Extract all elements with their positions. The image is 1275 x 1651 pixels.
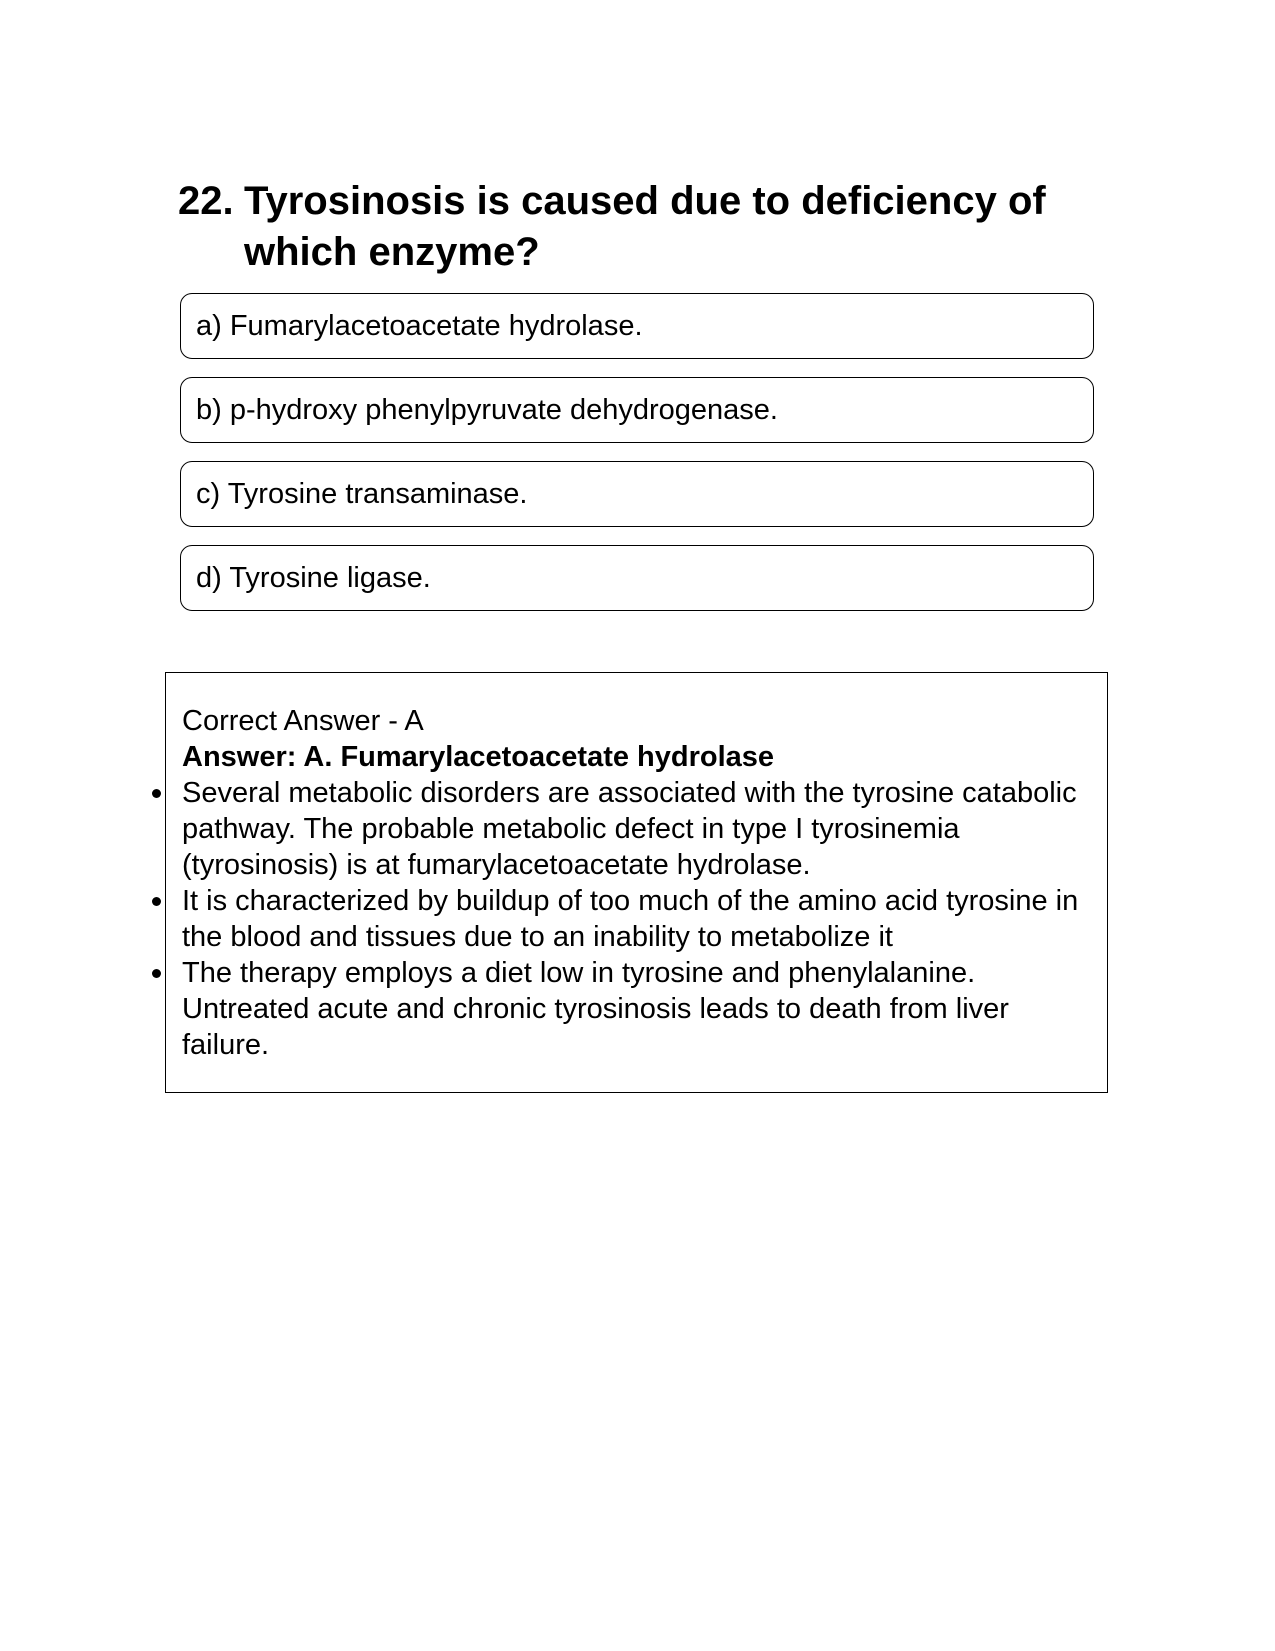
question-text: Tyrosinosis is caused due to deficiency of which enzyme?	[244, 179, 1046, 274]
bullet-icon	[152, 789, 161, 798]
explanation-text: It is characterized by buildup of too much of the amino acid tyrosine in the blood and tissues due to an inability to metabolize it	[182, 885, 1079, 953]
explanation-text: The therapy employs a diet low in tyrosine and phenylalanine. Untreated acute and chronic tyrosinosis leads to death from liver failure.	[182, 957, 1009, 1061]
correct-answer-line: Correct Answer - A	[182, 705, 424, 737]
bullet-icon	[152, 897, 161, 906]
explanation-item	[182, 955, 1087, 1063]
answer-heading: Answer: A. Fumarylacetoacetate hydrolase	[182, 741, 775, 773]
explanation-item	[182, 883, 1087, 955]
option-a[interactable]: a) Fumarylacetoacetate hydrolase.	[180, 293, 1094, 359]
explanation-item	[182, 775, 1087, 883]
bullet-icon	[152, 969, 161, 978]
option-d[interactable]: d) Tyrosine ligase.	[180, 545, 1094, 611]
answer-explanation-box	[165, 672, 1108, 1093]
question-heading	[178, 176, 1098, 278]
option-b[interactable]: b) p-hydroxy phenylpyruvate dehydrogenase.	[180, 377, 1094, 443]
question-number: 22.	[178, 179, 234, 223]
option-c[interactable]: c) Tyrosine transaminase.	[180, 461, 1094, 527]
explanation-text: Several metabolic disorders are associated with the tyrosine catabolic pathway. The probable metabolic defect in type I tyrosinemia (tyrosinosis) is at fumarylacetoacetate hydrolase.	[182, 777, 1077, 881]
explanation-list	[182, 775, 1087, 1063]
